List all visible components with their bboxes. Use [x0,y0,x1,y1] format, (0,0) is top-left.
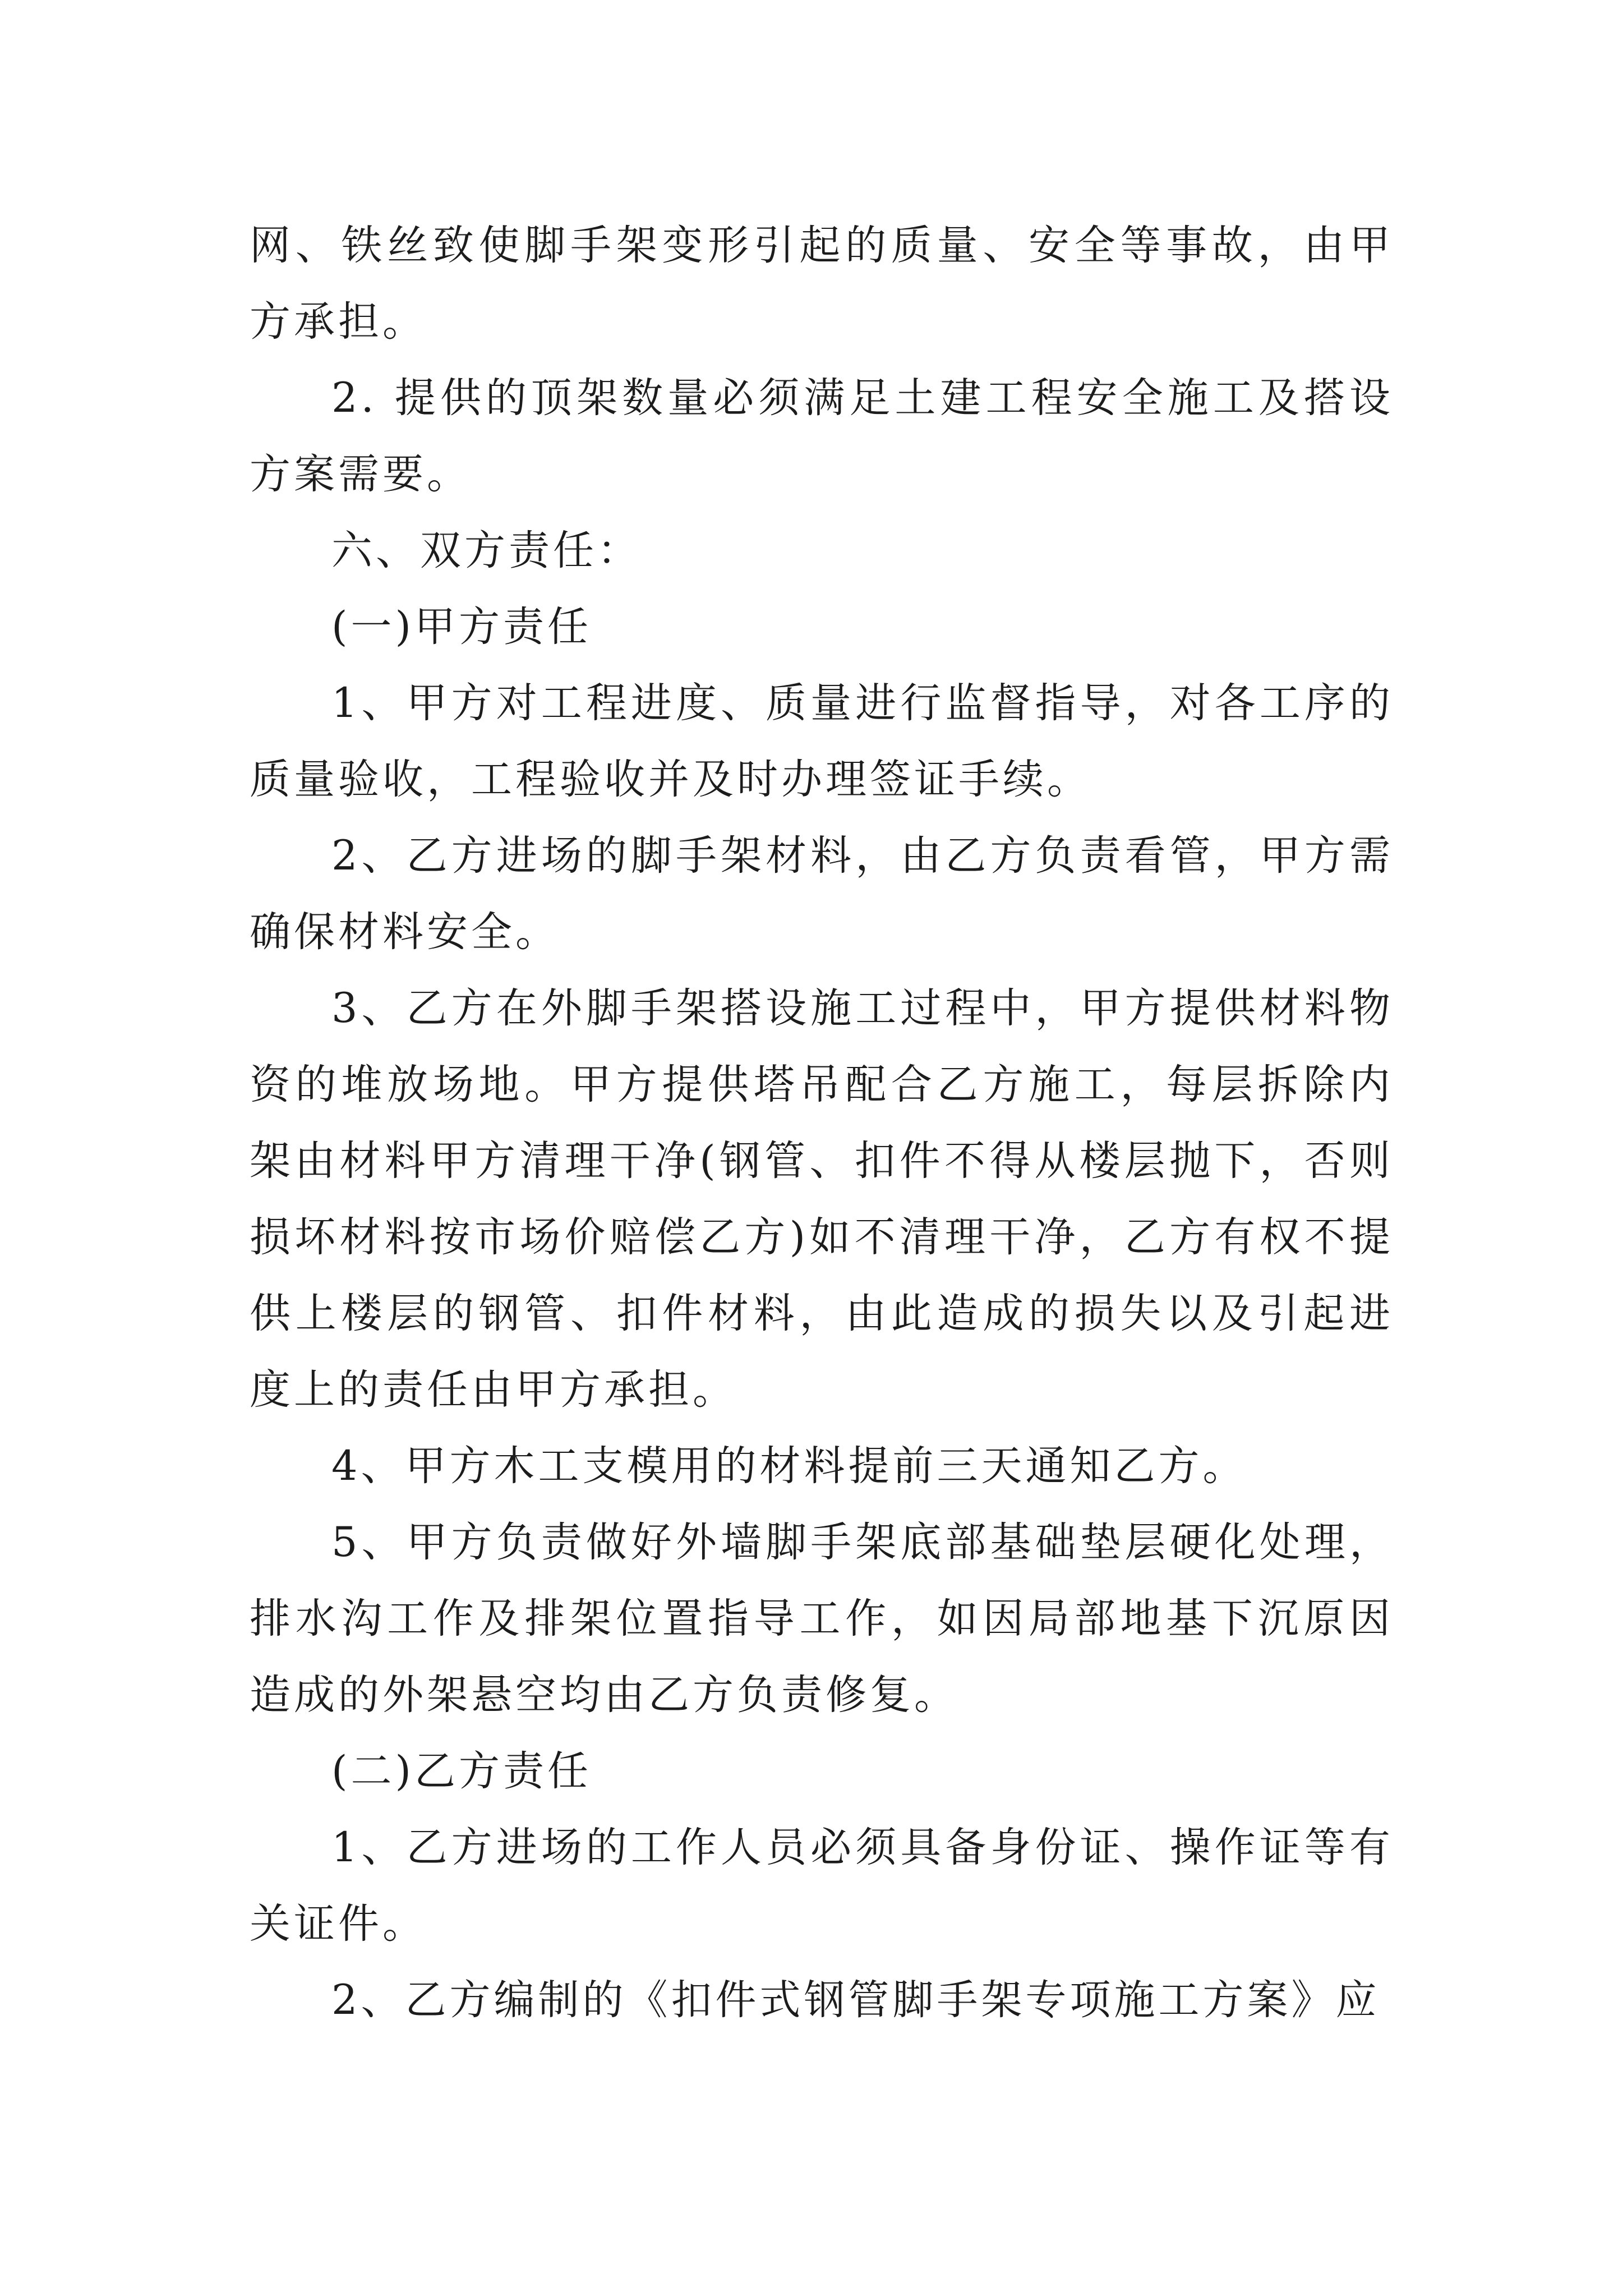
paragraph-a3: 3、乙方在外脚手架搭设施工过程中，甲方提供材料物资的堆放场地。甲方提供塔吊配合乙方施工，每层拆除内架由材料甲方清理干净(钢管、扣件不得从楼层抛下，否则损坏材料按市场价赔偿乙方)如不清理干净，乙方有权不提供上楼层的钢管、扣件材料，由此造成的损失以及引起进度上的责任由甲方承担。 [250,984,1394,1414]
subheading-party-b: (二)乙方责任 [331,1747,592,1795]
paragraph-a4: 4、甲方木工支模用的材料提前三天通知乙方。 [331,1442,1247,1490]
document-body [250,208,1394,2039]
paragraph-a2: 2、乙方进场的脚手架材料，由乙方负责看管，甲方需确保材料安全。 [250,832,1394,956]
paragraph-a1: 1、甲方对工程进度、质量进行监督指导，对各工序的质量验收，工程验收并及时办理签证手续。 [250,679,1394,803]
section-heading-six: 六、双方责任： [331,527,642,574]
paragraph-b1: 1、乙方进场的工作人员必须具备身份证、操作证等有关证件。 [250,1824,1394,1948]
subheading-party-a: (一)甲方责任 [331,603,592,651]
paragraph-2: 2. 提供的顶架数量必须满足土建工程安全施工及搭设方案需要。 [250,374,1394,498]
paragraph-1: 网、铁丝致使脚手架变形引起的质量、安全等事故，由甲方承担。 [250,222,1394,346]
paragraph-b2: 2、乙方编制的《扣件式钢管脚手架专项施工方案》应 [331,1976,1380,2024]
paragraph-a5: 5、甲方负责做好外墙脚手架底部基础垫层硬化处理，排水沟工作及排架位置指导工作，如因局部地基下沉原因造成的外架悬空均由乙方负责修复。 [250,1519,1394,1719]
